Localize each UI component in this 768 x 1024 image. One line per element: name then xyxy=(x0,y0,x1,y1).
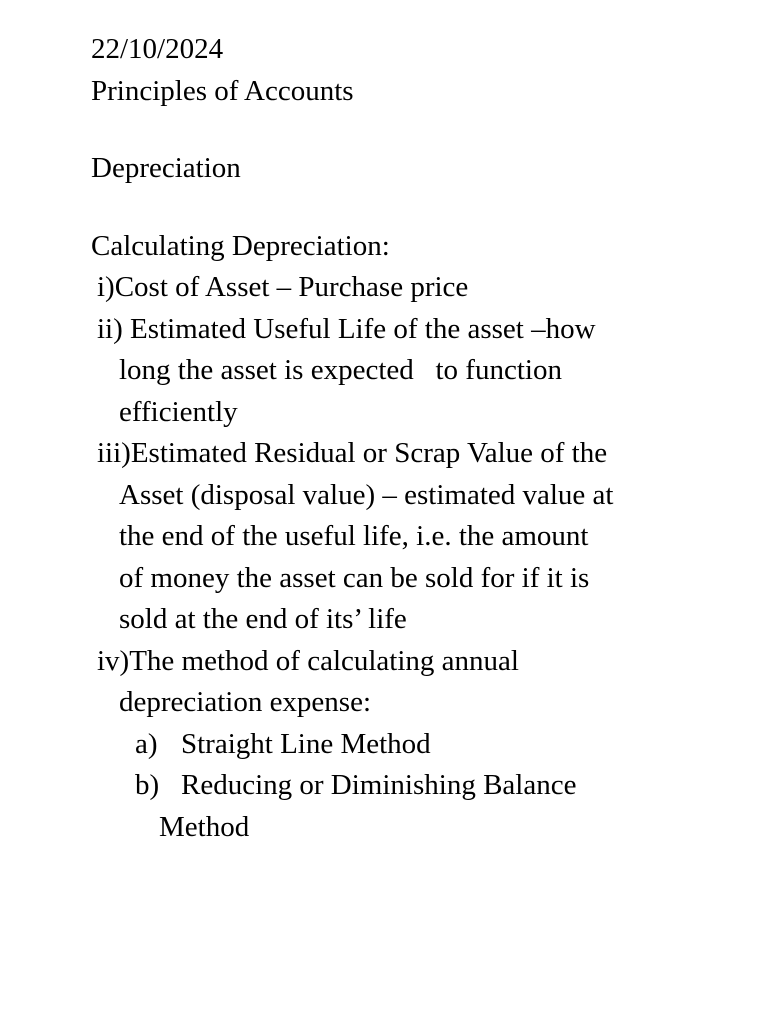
list-item xyxy=(91,309,711,434)
list-item xyxy=(91,267,711,309)
list-item-text: of money the asset can be sold for if it is xyxy=(119,561,590,594)
sub-list-item-text: Reducing or Diminishing Balance xyxy=(181,769,577,801)
list-item-text: the end of the useful life, i.e. the amount xyxy=(119,520,589,552)
sub-list-item-text: Straight Line Method xyxy=(181,727,431,760)
list-marker: iv) xyxy=(97,644,130,677)
sub-list-marker: a) xyxy=(135,727,158,760)
document-page xyxy=(91,29,711,848)
spacer xyxy=(91,112,711,148)
topic-title: Depreciation xyxy=(91,152,241,184)
list-item-text: sold at the end of its’ life xyxy=(119,603,407,635)
list-item-text: efficiently xyxy=(119,395,238,428)
list-item-text: Estimated Useful Life of the asset –how xyxy=(122,312,596,345)
list-item-text: The method of calculating annual xyxy=(129,644,519,677)
date-line: 22/10/2024 xyxy=(91,33,224,65)
list-item xyxy=(91,433,711,641)
list-marker: ii) xyxy=(97,312,123,345)
list-marker: iii) xyxy=(97,437,131,469)
list-item-text: Asset (disposal value) – estimated value at xyxy=(119,478,614,511)
list-marker: i) xyxy=(97,271,115,303)
list-item-text: Cost of Asset – Purchase price xyxy=(114,271,469,303)
list-item xyxy=(91,641,711,724)
section-heading: Calculating Depreciation: xyxy=(91,229,390,262)
sub-list-item xyxy=(91,724,711,766)
list-item-text: depreciation expense: xyxy=(119,686,372,718)
list-item-text: long the asset is expected to function xyxy=(119,354,562,386)
subject-line: Principles of Accounts xyxy=(91,74,354,107)
sub-list-item xyxy=(91,765,711,848)
sub-list-item-text: Method xyxy=(159,810,250,843)
spacer xyxy=(91,190,711,226)
list-item-text: Estimated Residual or Scrap Value of the xyxy=(130,437,608,469)
sub-list-marker: b) xyxy=(135,769,160,801)
